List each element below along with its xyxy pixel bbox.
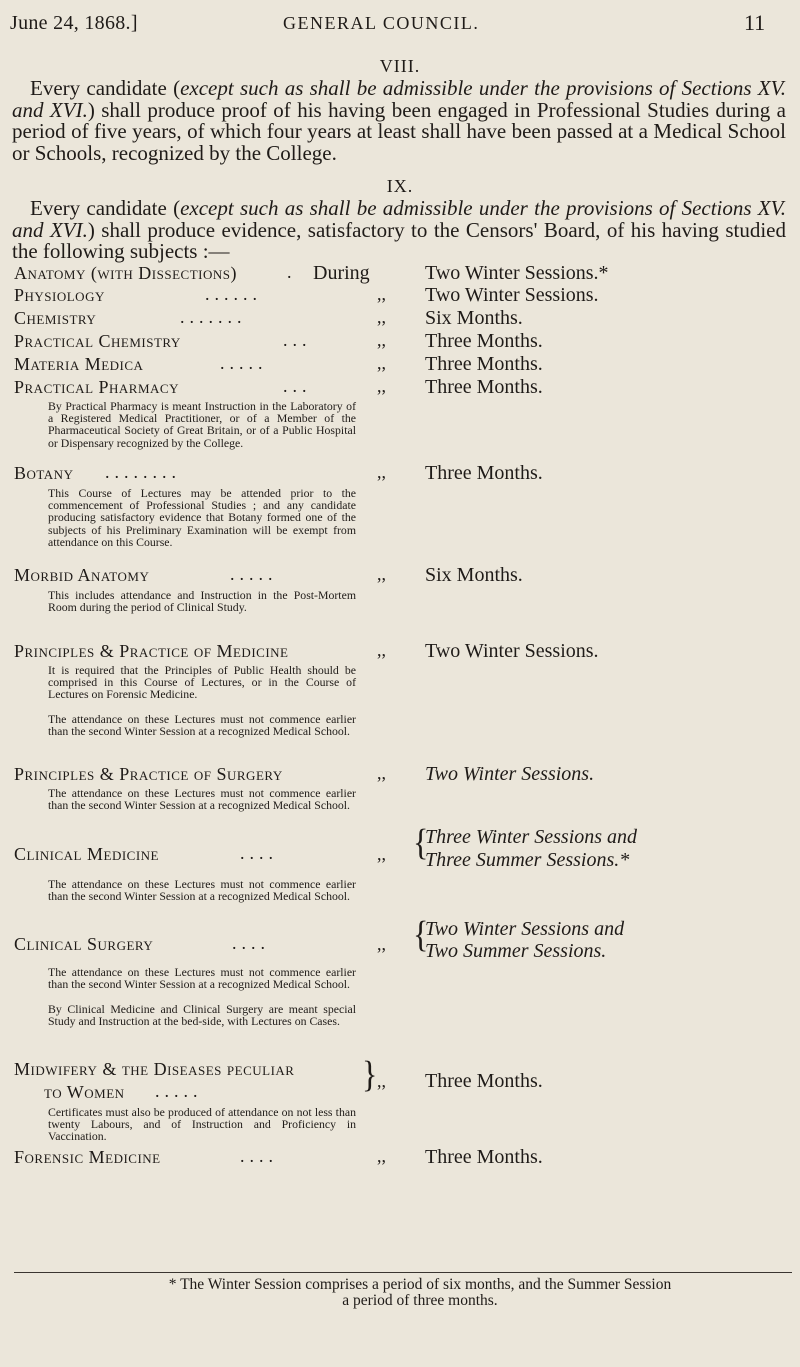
subject-dots: .....	[230, 564, 278, 584]
subject-name-2: to Women	[44, 1082, 125, 1102]
subject-dots: .	[287, 262, 297, 282]
subject-duration-2: Two Summer Sessions.	[425, 940, 607, 962]
subject-dots: ...	[283, 376, 312, 396]
subject-dots: ....	[232, 933, 270, 953]
footnote-divider	[14, 1272, 792, 1273]
subject-name: Clinical Medicine	[14, 844, 159, 864]
subject-dots: .....	[155, 1081, 203, 1101]
section-ix-text: Every candidate (	[30, 196, 181, 220]
running-head-title: GENERAL COUNCIL.	[283, 13, 480, 33]
section-ix-text-rest: ) shall produce evidence, satisfactory to the Censors' Board, of his having studied the following subjects :—	[12, 217, 786, 264]
brace-glyph: {	[362, 1053, 378, 1095]
footnote	[60, 1277, 780, 1309]
subject-note-2: The attendance on these Lectures must not commence earlier than the second Winter Session at a recognized Medical School.	[48, 712, 356, 739]
subject-name: Practical Pharmacy	[14, 377, 179, 397]
subject-note: It is required that the Principles of Public Health should be comprised in this Course of Lectures, or in the Course of Lectures on Forensic Medicine.	[48, 663, 356, 702]
subject-duration: Three Months.	[425, 462, 543, 484]
ditto-mark: ,,	[377, 934, 386, 954]
subject-name: Physiology	[14, 285, 105, 305]
section-viii-italic: except such as shall be admissible under the provisions of Sections XV. and XVI.	[12, 76, 787, 122]
subject-duration: Six Months.	[425, 564, 523, 586]
section-ix-paragraph	[12, 198, 786, 263]
subject-duration-2: Three Summer Sessions.*	[425, 849, 630, 871]
subject-name: Chemistry	[14, 308, 97, 328]
ditto-mark: ,,	[377, 284, 386, 304]
ditto-mark: ,,	[377, 462, 386, 482]
subject-note: This includes attendance and Instruction in the Post-Mortem Room during the period of Clinical Study.	[48, 588, 356, 615]
section-viii-paragraph	[12, 78, 786, 164]
subject-duration: Three Months.	[425, 1146, 543, 1168]
subject-name: Botany	[14, 463, 74, 483]
brace-glyph: {	[413, 913, 429, 955]
subject-duration: Two Winter Sessions.	[425, 284, 599, 306]
section-viii-number: VIII.	[379, 56, 421, 76]
subject-duration: Three Months.	[425, 1070, 543, 1092]
subject-name: Forensic Medicine	[14, 1147, 161, 1167]
section-ix-number: IX.	[386, 176, 414, 196]
section-viii-text-rest: ) shall produce proof of his having been engaged in Professional Studies during a period of five years, of which four years at least shall have been passed at a Medical School or Schools, recognized by the College.	[12, 97, 786, 165]
subject-dots: ...	[283, 330, 312, 350]
brace-glyph: {	[413, 821, 429, 863]
subject-note: This Course of Lectures may be attended prior to the commencement of Professional Studies ; and any candidate producing satisfactory evidence that Botany formed one of the subjects of his Preliminary Examination will be exempt from attendance on this Course.	[48, 486, 356, 549]
subject-dots: .....	[220, 353, 268, 373]
ditto-mark: ,,	[377, 1071, 386, 1091]
ditto-mark: ,,	[377, 564, 386, 584]
subject-dots: ......	[205, 284, 262, 304]
subject-note: Certificates must also be produced of attendance on not less than twenty Labours, and of Instruction and Proficiency in Vaccination.	[48, 1105, 356, 1144]
ditto-mark: ,,	[377, 307, 386, 327]
subject-name: Morbid Anatomy	[14, 565, 150, 585]
subject-name: Clinical Surgery	[14, 934, 154, 954]
subject-duration: Three Months.	[425, 330, 543, 352]
subject-duration: Three Winter Sessions and	[425, 826, 638, 848]
footnote-line-1: * The Winter Session comprises a period of six months, and the Summer Session	[168, 1276, 672, 1293]
subject-duration: Six Months.	[425, 307, 523, 329]
subject-duration: Three Months.	[425, 353, 543, 375]
subject-note: By Practical Pharmacy is meant Instruction in the Laboratory of a Registered Medical Practitioner, or of a Member of the Pharmaceutical Society of Great Britain, or of a Public Hospital or Dispensary recognized by the College.	[48, 399, 356, 450]
subject-name: Practical Chemistry	[14, 331, 181, 351]
running-head	[0, 0, 800, 40]
subject-duration: Three Months.	[425, 376, 543, 398]
subject-name: Principles & Practice of Surgery	[14, 764, 283, 784]
ditto-mark: ,,	[377, 763, 386, 783]
subject-duration: Two Winter Sessions.	[425, 640, 599, 662]
subject-duration: Two Winter Sessions and	[425, 918, 625, 940]
subject-note: The attendance on these Lectures must not commence earlier than the second Winter Session at a recognized Medical School.	[48, 877, 356, 904]
subject-dots: .......	[180, 307, 247, 327]
section-viii-text: Every candidate (	[30, 76, 181, 100]
subject-dots: ....	[240, 1146, 278, 1166]
footnote-line-2: a period of three months.	[342, 1292, 498, 1309]
during-label: During	[313, 262, 370, 284]
subject-duration: Two Winter Sessions.	[425, 763, 595, 785]
subject-note: The attendance on these Lectures must not commence earlier than the second Winter Session at a recognized Medical School.	[48, 965, 356, 992]
running-head-date: June 24, 1868.]	[10, 12, 138, 34]
subject-name: Midwifery & the Diseases peculiar	[14, 1059, 295, 1079]
ditto-mark: ,,	[377, 353, 386, 373]
ditto-mark: ,,	[377, 844, 386, 864]
ditto-mark: ,,	[377, 640, 386, 660]
ditto-mark: ,,	[377, 376, 386, 396]
section-ix-italic: except such as shall be admissible under the provisions of Sections XV. and XVI.	[12, 196, 787, 242]
ditto-mark: ,,	[377, 330, 386, 350]
subject-name: Materia Medica	[14, 354, 144, 374]
subject-dots: ........	[105, 462, 181, 482]
subject-note: The attendance on these Lectures must not commence earlier than the second Winter Session at a recognized Medical School.	[48, 786, 356, 813]
subject-name: Principles & Practice of Medicine	[14, 641, 289, 661]
ditto-mark: ,,	[377, 1146, 386, 1166]
subject-name: Anatomy (with Dissections)	[14, 263, 237, 283]
subject-dots: ....	[240, 843, 278, 863]
subject-note-2: By Clinical Medicine and Clinical Surgery are meant special Study and Instruction at the bed-side, with Lectures on Cases.	[48, 1002, 356, 1029]
subject-duration: Two Winter Sessions.*	[425, 262, 609, 284]
page-number: 11	[744, 10, 766, 35]
